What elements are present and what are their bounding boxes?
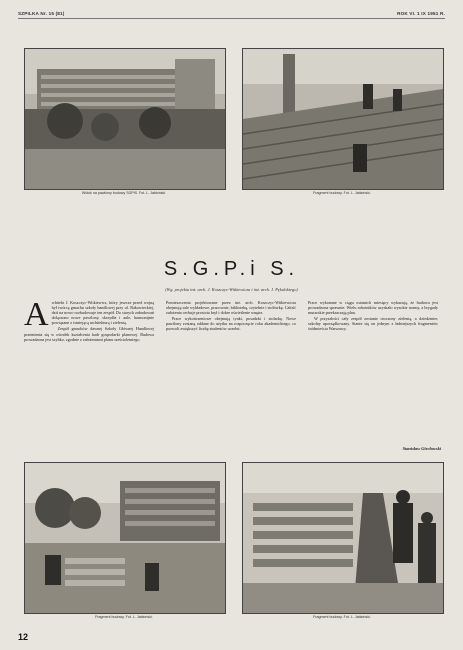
paragraph: Prace wykonane w ciągu ostatnich miesięcy wykazują, że budowa jest prowadzona sprawnie. Wielu robotników uzyskało wysokie normy, a brygady murarskie przekraczają plan. [308,300,438,316]
caption-top-right: Fragment budowy. Fot. L. Jabłoński. [313,191,371,195]
header-date: ROK VI. 1 IX 1951 R. [397,10,445,16]
photo-top-left [24,48,226,190]
paragraph: Pomieszczenia projektowane przez inż. arch. Koszczyc-Witkiewicza obejmują sale wykładowe, pracownie, bibliotekę, czytelnie i stołówkę. Całość założenia cechuje prostota brył i dobre oświetlenie wnętrz. [166,300,296,316]
page-number: 12 [18,632,29,642]
paragraph: Prace wykończeniowe obejmują tynki, posadzki i stolarkę. Nowe pawilony zostaną oddane do użytku na rozpoczęcie roku akademickiego, co pozwoli zwiększyć liczbę studentów uczelni. [166,316,296,332]
caption-top-left: Widok na pawilony budowy SGPiS. Fot. L. Jabłoński. [81,191,167,195]
author-signature: Stanisław Giecłowski [402,446,441,451]
page-header [18,8,445,18]
paragraph: Architekt J. Koszczyc-Witkiewicz, który jeszcze przed wojną był twórcą gmachu szkoły handlowej przy ul. Rakowieckiej, dziś na nowo rozbudowuje ten zespół. Do starych zabudowań dołączono nowe pawilony, skrzydła i aule, harmonijnie powiązane z istniejącą architekturą i zielenią. [24,300,154,333]
paragraph: W przyszłości cały zespół zostanie otoczony zielenią, a dziedziniec szkolny uporządkowany. Stanie się on jednym z ładniejszych fragmentów śródmieścia Warszawy. [308,316,438,332]
header-rule [18,18,445,19]
photo-bottom-left [24,462,226,614]
caption-bottom-left: Fragment budowy. Fot. L. Jabłoński. [95,615,153,619]
photo-top-right [242,48,444,190]
photo-bottom-right [242,462,444,614]
text-column-3 [308,300,438,450]
dropcap: A [24,300,49,333]
paragraph: Zespół gmachów dawnej Szkoły Głównej Handlowej przemienia się w ośrodek kształcenia kadr gospodarki planowej. Budowa prowadzona jest szybko, zgodnie z założeniami planu sześcioletniego. [24,326,154,342]
article-subtitle: (Wg. projektu inż. arch. J. Koszczyc-Witkiewicza i inż. arch. J. Pękalskiego) [165,287,298,292]
text-column-1 [24,300,154,450]
text-column-2 [166,300,296,450]
caption-bottom-right: Fragment budowy. Fot. L. Jabłoński. [313,615,371,619]
article-title: S.G.P.i S. [163,258,300,280]
header-publication: SZPILKA Nr. 15 (81) [18,10,65,16]
